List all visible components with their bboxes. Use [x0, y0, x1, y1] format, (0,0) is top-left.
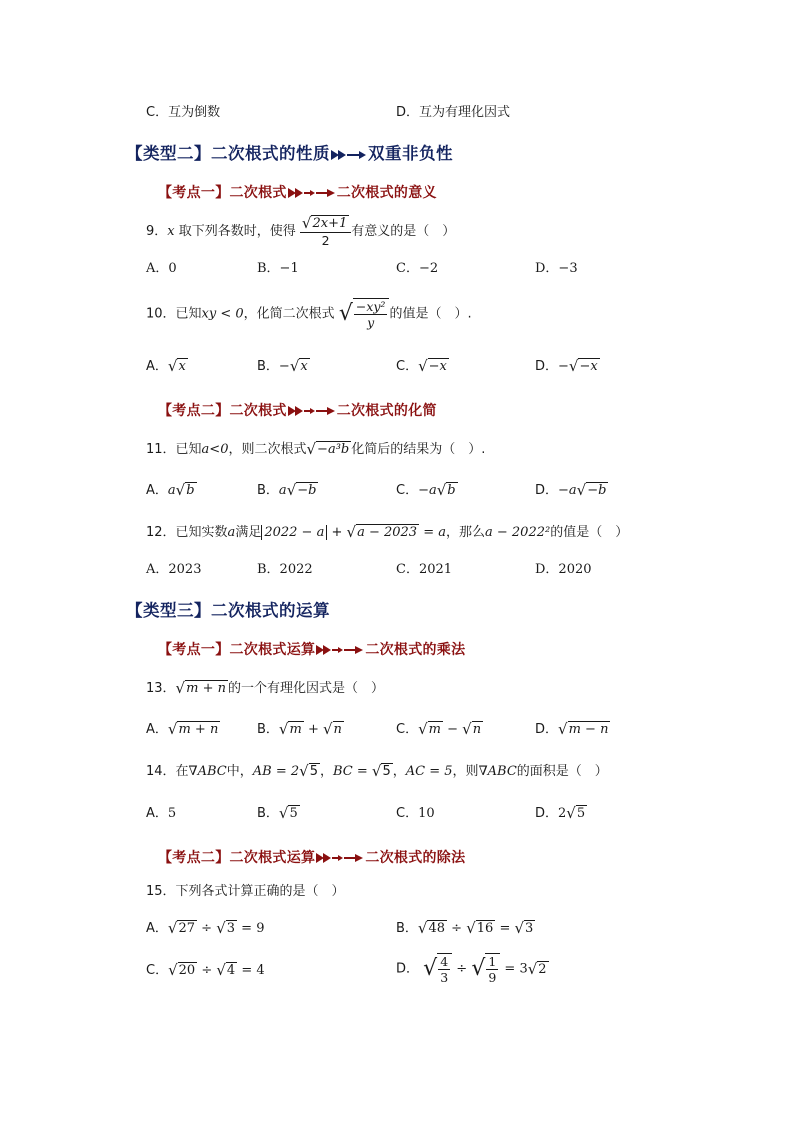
q14-option-b: B． √ 5: [257, 804, 298, 822]
q10-denominator: y: [367, 315, 375, 330]
q11-radical: √ −a³b: [306, 440, 350, 458]
section-heading-left: 【类型二】二次根式的性质: [126, 144, 330, 163]
q11-text-end: 化简后的结果为（ ）.: [351, 442, 486, 457]
triple-arrow-icon: [288, 187, 336, 199]
q13-option-d: D． √ m − n: [535, 720, 609, 738]
section-heading-right: 双重非负性: [368, 144, 453, 163]
keypoint-right: 二次根式的除法: [365, 850, 466, 866]
q15-option-c: C． √ 20 ÷ √ 4 = 4: [146, 961, 265, 979]
question-9: [146, 215, 455, 248]
question-12: 12．已知实数a满足 2022 − a + √ a − 2023 = a，那么a − 2022²的值是（ ）: [146, 523, 629, 541]
q8-option-d: D．互为有理化因式: [396, 105, 511, 120]
section-heading-left: 【类型三】二次根式的运算: [126, 601, 330, 620]
keypoint-left: 【考点一】二次根式: [158, 185, 287, 201]
q9-option-b: B．−1: [257, 261, 299, 276]
q9-variable: x: [167, 224, 175, 239]
q13-option-b: B． √ m + √ n: [257, 720, 342, 738]
q14-number: 14．在: [146, 764, 189, 779]
q10-number: 10．已知: [146, 306, 202, 322]
question-11: [146, 441, 485, 459]
q11-option-a: A．a √ b: [146, 481, 195, 499]
q10-radical: √ $\frac{\text{−xy²}}{y}$: [339, 298, 390, 330]
triple-arrow-icon: [316, 644, 364, 656]
q12-option-b: B．2022: [257, 562, 313, 577]
q9-text: 取下列各数时，使得: [174, 224, 296, 239]
q8-option-c: C．互为倒数: [146, 105, 221, 120]
keypoint-right: 二次根式的化简: [336, 403, 437, 419]
keypoint-left: 【考点二】二次根式: [158, 403, 287, 419]
q15-option-b: B． √ 48 ÷ √ 16 = √ 3: [396, 919, 534, 937]
q9-option-c: C．−2: [396, 261, 439, 276]
double-arrow-icon: [331, 149, 367, 161]
question-13: 13． √ m + n 的一个有理化因式是（ ）: [146, 679, 384, 697]
q15-option-a: A． √ 27 ÷ √ 3 = 9: [146, 919, 265, 937]
q15-option-d: D． √ $\frac{4}{3}$ ÷ √ $\frac{1}{9}$ = 3 √ 2: [396, 954, 547, 985]
q10-numerator: −xy²: [355, 299, 386, 314]
keypoint-left: 【考点二】二次根式运算: [158, 850, 316, 866]
q10-text-end: 的值是（ ）.: [389, 306, 472, 322]
q13-option-a: A． √ m + n: [146, 720, 219, 738]
q14-option-d: D．2 √ 5: [535, 804, 586, 822]
q11-option-c: C．−a √ b: [396, 481, 456, 499]
q10-option-b: B．− √ x: [257, 357, 308, 375]
q11-option-b: B．a √ −b: [257, 481, 317, 499]
q10-text: ，化简二次根式: [243, 306, 335, 322]
keypoint-left: 【考点一】二次根式运算: [158, 642, 316, 658]
question-14: 14．在∇ABC中，AB = 2 √ 5 ，BC = √ 5 ，AC = 5，则∇ABC的面积是（ ）: [146, 762, 608, 780]
q12-option-d: D．2020: [535, 562, 592, 577]
q9-denominator: 2: [321, 233, 330, 248]
triple-arrow-icon: [316, 852, 364, 864]
q13-number: 13．: [146, 681, 176, 696]
q10-condition: xy < 0: [201, 306, 244, 322]
q11-option-d: D．−a √ −b: [535, 481, 607, 499]
question-15: 15．下列各式计算正确的是（ ）: [146, 884, 345, 899]
q12-number: 12．已知实数: [146, 525, 228, 540]
q11-number: 11．已知: [146, 442, 202, 457]
q9-number: 9．: [146, 224, 168, 239]
keypoint-heading-1: [158, 182, 437, 202]
keypoint-right: 二次根式的乘法: [365, 642, 466, 658]
q12-absolute-value: 2022 − a: [261, 525, 327, 540]
q9-radicand: 2x+1: [312, 216, 348, 231]
section-heading-type2: [126, 140, 453, 164]
q10-option-a: A． √ x: [146, 357, 186, 375]
q12-option-a: A．2023: [146, 562, 202, 577]
keypoint-heading-3: [158, 639, 465, 659]
q10-option-c: C． √ −x: [396, 357, 447, 375]
q11-condition: a<0: [201, 442, 229, 457]
q9-fraction: √ 2x+1 2: [300, 215, 351, 248]
q9-option-d: D．−3: [535, 261, 578, 276]
q13-option-c: C． √ m − √ n: [396, 720, 482, 738]
q14-option-c: C．10: [396, 806, 435, 821]
question-10: [146, 298, 472, 330]
q12-option-c: C．2021: [396, 562, 453, 577]
keypoint-right: 二次根式的意义: [336, 185, 437, 201]
q11-text: ，则二次根式: [228, 442, 307, 457]
keypoint-heading-4: [158, 847, 465, 867]
q14-option-a: A．5: [146, 806, 177, 821]
triple-arrow-icon: [288, 405, 336, 417]
keypoint-heading-2: [158, 400, 437, 420]
q10-option-d: D．− √ −x: [535, 357, 598, 375]
q9-option-a: A．0: [146, 261, 177, 276]
q9-text-end: 有意义的是（ ）: [351, 224, 456, 239]
section-heading-type3: [126, 597, 330, 621]
